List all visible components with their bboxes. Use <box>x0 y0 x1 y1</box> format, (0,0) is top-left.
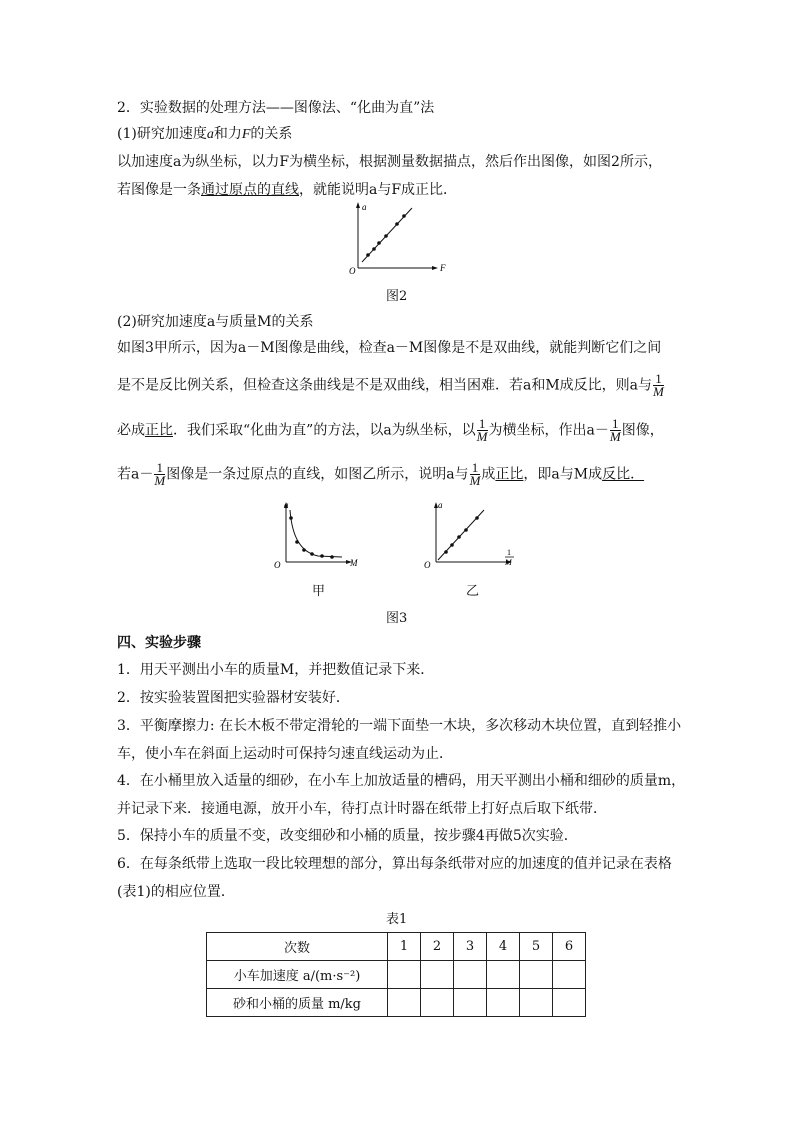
fig2-a-label: a <box>362 202 367 212</box>
fraction-1-over-M: $\frac{1}{M}$ <box>154 460 166 488</box>
fraction-1-over-M: $\frac{1}{M}$ <box>609 416 621 444</box>
fraction-1-over-M: $\frac{1}{M}$ <box>653 371 664 399</box>
table-cell <box>553 989 586 1017</box>
table-header-cell: 次数 <box>207 933 388 961</box>
table-col-header: 2 <box>421 933 454 961</box>
table-cell <box>487 961 520 989</box>
table-cell <box>454 961 487 989</box>
fig3a-curve <box>290 510 342 557</box>
fig3a-a-label: a <box>284 500 289 510</box>
table-row-label: 砂和小桶的质量 m/kg <box>207 989 388 1017</box>
table-cell <box>421 989 454 1017</box>
fig2-point <box>384 234 388 238</box>
fig3a-point <box>310 552 314 556</box>
fig2-F-label: F <box>440 263 446 273</box>
fig2-caption: 图2 <box>386 289 408 304</box>
fraction-1-over-M: $\frac{1}{M}$ <box>476 416 488 444</box>
sub1-title: (1)研究加速度a和力F的关系 <box>117 126 293 142</box>
table-cell <box>454 989 487 1017</box>
fig2-point <box>366 253 370 257</box>
fig2-origin-label: O <box>349 266 356 276</box>
step-1: 1．用天平测出小车的质量M，并把数值记录下来． <box>117 662 435 678</box>
table-cell <box>487 989 520 1017</box>
fraction-1-over-M: $\frac{1}{M}$ <box>469 460 481 488</box>
table-cell <box>520 961 553 989</box>
fig3b-point <box>464 528 468 532</box>
fig2-point <box>402 214 406 218</box>
table-col-header: 1 <box>388 933 421 961</box>
step-3-line1: 3．平衡摩擦力: 在长木板不带定滑轮的一端下面垫一木块，多次移动木块位置，直到轻推小 <box>117 718 682 734</box>
table-row <box>207 933 586 961</box>
paragraph1-line1: 以加速度a为纵坐标，以力F为横坐标，根据测量数据描点，然后作出图像，如图2所示， <box>117 154 662 170</box>
fig2-point <box>372 247 376 251</box>
figure3-jia-graph <box>270 496 370 576</box>
step-5: 5．保持小车的质量不变，改变细砂和小桶的质量，按步骤4再做5次实验． <box>117 828 578 844</box>
fig3b-point <box>457 535 461 539</box>
fig2-x-arrow <box>432 266 438 270</box>
table-col-header: 5 <box>520 933 553 961</box>
table-row <box>207 989 586 1017</box>
table-col-header: 3 <box>454 933 487 961</box>
fig3b-point <box>450 543 454 547</box>
paragraph2-line3: 必成正比．我们采取“化曲为直”的方法，以a为纵坐标，以 $\frac{1}{M}$ 为横坐标，作出a－ $\frac{1}{M}$ 图像， <box>117 416 664 444</box>
section2-heading: 2．实验数据的处理方法——图像法、“化曲为直”法 <box>117 100 435 116</box>
table-cell <box>388 989 421 1017</box>
step-2: 2．按实验装置图把实验器材安装好． <box>117 690 350 706</box>
fig2-y-arrow <box>356 202 360 208</box>
paragraph1-line2: 若图像是一条通过原点的直线，就能说明a与F成正比． <box>117 182 458 198</box>
fig3-jia-caption: 甲 <box>312 584 326 599</box>
paragraph2-line2: 是不是反比例关系，但检查这条曲线是不是双曲线，相当困难．若a和M成反比，则a与 $\frac{1}{M}$ <box>117 371 664 399</box>
step-4-line2: 并记录下来．接通电源，放开小车，待打点计时器在纸带上打好点后取下纸带． <box>117 801 607 817</box>
figure3-yi-graph <box>422 496 532 576</box>
table-cell <box>520 989 553 1017</box>
fig3b-frac-den: M <box>505 558 512 567</box>
fig3a-point <box>295 540 299 544</box>
fig3a-point <box>302 548 306 552</box>
fig3a-point <box>289 516 293 520</box>
figure2-graph <box>340 198 460 280</box>
step-6-line2: (表1)的相应位置． <box>117 884 235 900</box>
fig3a-point <box>330 555 334 559</box>
paragraph2-line4: 若a－ $\frac{1}{M}$ 图像是一条过原点的直线，如图乙所示，说明a与 $\frac{1}{M}$ 成正比，即a与M成反比． <box>117 460 645 488</box>
fig3b-point <box>444 550 448 554</box>
table-col-header: 4 <box>487 933 520 961</box>
step-4-line1: 4．在小桶里放入适量的细砂，在小车上加放适量的槽码，用天平测出小桶和细砂的质量m， <box>117 773 686 789</box>
fig2-point <box>377 241 381 245</box>
table-cell <box>553 961 586 989</box>
table-row <box>207 961 586 989</box>
fig3a-origin-label: O <box>274 560 281 570</box>
fig3b-origin-label: O <box>424 560 431 570</box>
fig3-caption: 图3 <box>386 611 408 626</box>
table-cell <box>388 961 421 989</box>
table1-caption: 表1 <box>386 912 408 927</box>
table-col-header: 6 <box>553 933 586 961</box>
sub2-title: (2)研究加速度a与质量M的关系 <box>117 314 314 330</box>
step-6-line1: 6．在每条纸带上选取一段比较理想的部分，算出每条纸带对应的加速度的值并记录在表格 <box>117 856 672 872</box>
fig3a-M-label: M <box>350 558 358 568</box>
fig3b-frac-num: 1 <box>507 548 511 557</box>
table1 <box>206 932 586 1017</box>
paragraph2-line1: 如图3甲所示，因为a－M图像是曲线，检查a－M图像是不是双曲线，就能判断它们之间 <box>117 340 662 356</box>
section4-heading: 四、实验步骤 <box>117 635 201 651</box>
fig3a-point <box>320 554 324 558</box>
table-row-label: 小车加速度 a/(m·s⁻²) <box>207 961 388 989</box>
fig3-yi-caption: 乙 <box>466 584 480 599</box>
fig2-point <box>395 222 399 226</box>
table-cell <box>421 961 454 989</box>
step-3-line2: 车，使小车在斜面上运动时可保持匀速直线运动为止． <box>117 746 453 762</box>
fig3b-a-label: a <box>438 500 443 510</box>
fig3b-point <box>475 516 479 520</box>
